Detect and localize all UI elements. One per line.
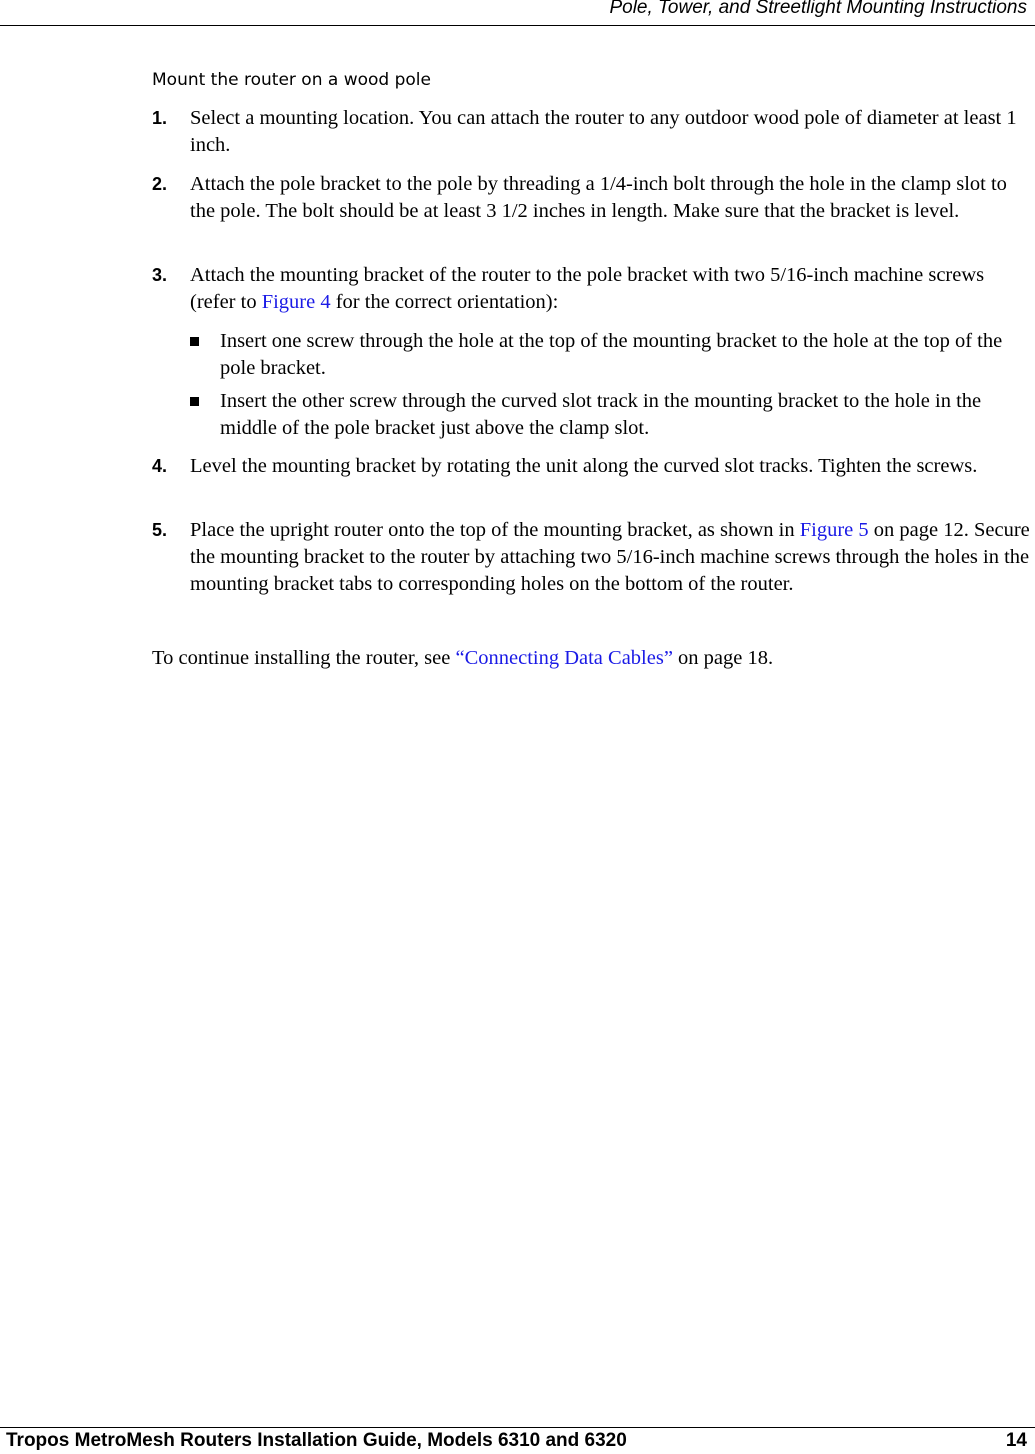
running-header-title: Pole, Tower, and Streetlight Mounting Instructions [609,0,1027,18]
step-text-before: Place the upright router onto the top of the mounting bracket, as shown in [190,519,800,541]
step-text: Select a mounting location. You can attach the router to any outdoor wood pole of diameter at least 1 inch. [190,107,1017,156]
square-bullet-icon [190,397,199,406]
step-number: 2. [152,174,168,194]
step-text: Level the mounting bracket by rotating the unit along the curved slot tracks. Tighten the screws. [190,455,978,477]
footer-divider [0,1427,1035,1428]
continue-paragraph [152,645,1032,672]
figure-5-link[interactable]: Figure 5 [799,519,869,541]
step-text-after: on page 12. Secure the mounting bracket to the router by attaching two 5/16-inch machine screws through the holes in the mounting bracket tabs to corresponding holes on the bottom of the router. [190,519,1030,595]
step-number: 5. [152,520,168,540]
step-text [190,262,1030,316]
step-number: 1. [152,108,168,128]
square-bullet-icon [190,337,199,346]
step-number: 4. [152,456,168,476]
section-heading: Mount the router on a wood pole [152,70,431,90]
step-text-after: for the correct orientation): [330,291,559,313]
step-text [190,517,1030,598]
footer-title: Tropos MetroMesh Routers Installation Guide, Models 6310 and 6320 [6,1430,627,1451]
bullet-text: Insert the other screw through the curved slot track in the mounting bracket to the hole in the middle of the pole bracket just above the clamp slot. [220,390,982,439]
step-text: Attach the pole bracket to the pole by threading a 1/4-inch bolt through the hole in the clamp slot to the pole. The bolt should be at least 3 1/2 inches in length. Make sure that the bracket is level. [190,173,1007,222]
step-number: 3. [152,265,168,285]
step-text-before: Attach the mounting bracket of the router to the pole bracket with two 5/16-inch machine screws (refer to [190,264,985,313]
connecting-data-cables-link[interactable]: “Connecting Data Cables” [455,647,673,669]
page-number: 14 [1005,1430,1027,1451]
continue-text-before: To continue installing the router, see [152,647,456,669]
figure-4-link[interactable]: Figure 4 [261,291,331,313]
bullet-text: Insert one screw through the hole at the top of the mounting bracket to the hole at the top of the pole bracket. [220,330,1003,379]
header-divider [0,25,1035,26]
continue-text-after: on page 18. [672,647,774,669]
